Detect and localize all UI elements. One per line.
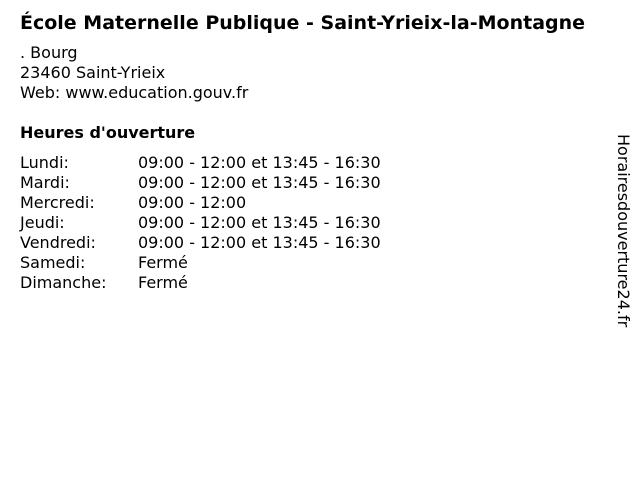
time-value: 09:00 - 12:00 et 13:45 - 16:30	[138, 173, 381, 192]
day-label: Vendredi:	[20, 233, 96, 252]
hours-heading: Heures d'ouverture	[20, 123, 196, 142]
time-value: Fermé	[138, 253, 188, 272]
day-label: Lundi:	[20, 153, 69, 172]
time-value: 09:00 - 12:00	[138, 193, 247, 212]
time-value: 09:00 - 12:00 et 13:45 - 16:30	[138, 213, 381, 232]
day-label: Mercredi:	[20, 193, 95, 212]
day-label: Samedi:	[20, 253, 86, 272]
time-value: 09:00 - 12:00 et 13:45 - 16:30	[138, 233, 381, 252]
website-link[interactable]: Web: www.education.gouv.fr	[20, 83, 249, 102]
time-value: Fermé	[138, 273, 188, 292]
address-street: . Bourg	[20, 43, 78, 62]
address-city: 23460 Saint-Yrieix	[20, 63, 166, 82]
day-label: Dimanche:	[20, 273, 107, 292]
address-block	[20, 43, 248, 103]
day-label: Jeudi:	[20, 213, 65, 232]
site-watermark: Horairesdouverture24.fr	[614, 134, 633, 328]
time-value: 09:00 - 12:00 et 13:45 - 16:30	[138, 153, 381, 172]
page-title: École Maternelle Publique - Saint-Yrieix-la-Montagne	[20, 12, 586, 34]
day-label: Mardi:	[20, 173, 70, 192]
